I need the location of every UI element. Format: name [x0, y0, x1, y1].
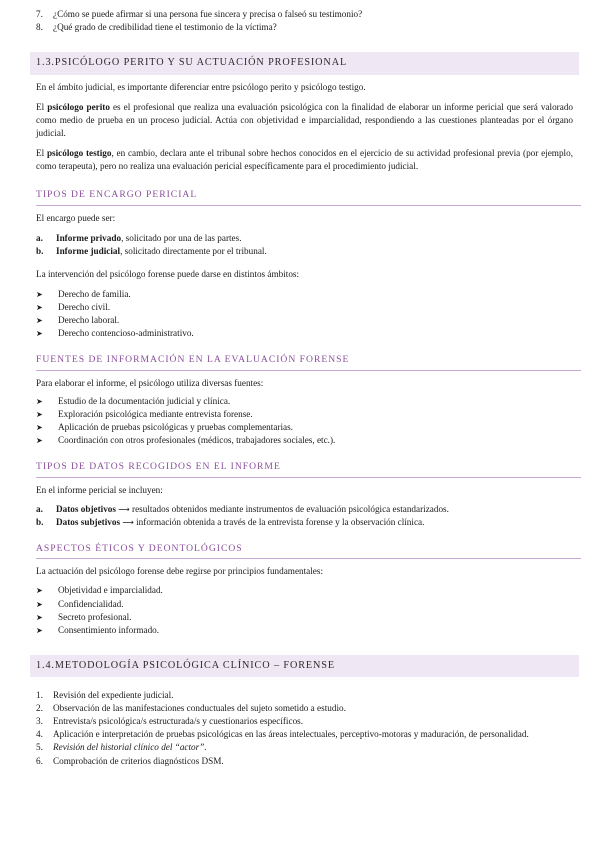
paragraph — [36, 147, 573, 173]
arrow-bullet-icon: ➤ — [36, 396, 43, 406]
list-text — [56, 503, 449, 516]
list-item — [36, 8, 573, 21]
bold-term: psicólogo perito — [47, 101, 110, 112]
list-letter: b. — [36, 516, 44, 527]
list-number: 2. — [36, 703, 43, 714]
list-text: Derecho contencioso-administrativo. — [58, 328, 194, 339]
list-item — [36, 21, 573, 34]
right-arrow-icon: ⟶ — [122, 517, 134, 527]
paragraph: La actuación del psicólogo forense debe regirse por principios fundamentales: — [36, 566, 324, 577]
list-text: Confidencialidad. — [58, 598, 124, 609]
arrow-bullet-icon: ➤ — [36, 422, 43, 432]
list-number: 6. — [36, 755, 43, 766]
right-arrow-icon: ⟶ — [118, 504, 130, 514]
arrow-bullet-icon: ➤ — [36, 409, 43, 419]
subheading-tipos-encargo: TIPOS DE ENCARGO PERICIAL — [36, 185, 581, 206]
list-item — [36, 232, 573, 245]
list-text: Objetividad e imparcialidad. — [58, 585, 163, 596]
list-item — [36, 715, 573, 728]
list-item — [36, 408, 573, 421]
list-text: Estudio de la documentación judicial y clínica. — [58, 395, 231, 406]
arrow-bullet-icon: ➤ — [36, 289, 43, 299]
paragraph: Para elaborar el informe, el psicólogo utiliza diversas fuentes: — [36, 377, 264, 388]
text-run: , solicitado por una de las partes. — [121, 232, 242, 243]
list-item — [36, 301, 573, 314]
arrow-bullet-icon: ➤ — [36, 612, 43, 622]
list-item — [36, 755, 573, 768]
list-item — [36, 584, 573, 597]
list-text: Aplicación e interpretación de pruebas psicológicas en las áreas intelectuales, perceptivo-motoras y maduración, de personalidad. — [53, 729, 529, 740]
paragraph: El encargo puede ser: — [36, 212, 116, 223]
paragraph: En el informe pericial se incluyen: — [36, 484, 163, 495]
list-text: Derecho laboral. — [58, 314, 120, 325]
arrow-bullet-icon: ➤ — [36, 625, 43, 635]
text-run: El — [36, 147, 47, 158]
list-number: 4. — [36, 729, 43, 740]
list-item — [36, 434, 573, 447]
list-text: Observación de las manifestaciones conductuales del sujeto sometido a estudio. — [53, 703, 346, 714]
list-item — [36, 728, 573, 741]
text-run: , solicitado directamente por el tribunal. — [120, 245, 267, 256]
list-text: Derecho de familia. — [58, 288, 131, 299]
list-text: ¿Cómo se puede afirmar si una persona fue sincera y precisa o falseó su testimonio? — [53, 9, 363, 19]
list-text: Derecho civil. — [58, 301, 111, 312]
bold-term: Datos objetivos — [56, 503, 116, 514]
paragraph: La intervención del psicólogo forense puede darse en distintos ámbitos: — [36, 268, 300, 279]
arrow-bullet-icon: ➤ — [36, 315, 43, 325]
list-text: ¿Qué grado de credibilidad tiene el testimonio de la víctima? — [53, 22, 277, 33]
list-text — [56, 232, 242, 245]
bold-term: Datos subjetivos — [56, 516, 121, 527]
lettered-list — [36, 232, 573, 258]
subheading-aspectos-eticos: ASPECTOS ÉTICOS Y DEONTOLÓGICOS — [36, 539, 581, 560]
list-text: Revisión del historial clínico del “actor”. — [53, 742, 207, 753]
list-text: Entrevista/s psicológica/s estructurada/s y cuestionarios específicos. — [53, 716, 304, 727]
subheading-fuentes: FUENTES DE INFORMACIÓN EN LA EVALUACIÓN FORENSE — [36, 350, 581, 371]
methodology-list — [36, 689, 573, 767]
list-item — [36, 611, 573, 624]
list-item — [36, 503, 573, 516]
list-number: 3. — [36, 716, 43, 727]
lettered-list-datos — [36, 503, 573, 529]
list-item — [36, 395, 573, 408]
bold-term: Informe judicial — [56, 245, 121, 256]
list-item — [36, 741, 573, 754]
list-number: 8. — [36, 22, 43, 33]
bullet-list-aspectos — [36, 584, 573, 636]
bold-term: psicólogo testigo — [46, 147, 112, 158]
text-run: resultados obtenidos mediante instrumentos de evaluación psicológica estandarizados. — [129, 503, 449, 514]
arrow-bullet-icon: ➤ — [36, 302, 43, 312]
list-text: Comprobación de criterios diagnósticos DSM. — [53, 755, 224, 766]
subheading-tipos-datos: TIPOS DE DATOS RECOGIDOS EN EL INFORME — [36, 457, 581, 478]
bullet-list-ambitos — [36, 288, 573, 340]
list-item — [36, 288, 573, 301]
list-item — [36, 421, 573, 434]
list-text: Exploración psicológica mediante entrevista forense. — [58, 408, 253, 419]
list-item — [36, 327, 573, 340]
section-heading-1-3: 1.3.PSICÓLOGO PERITO Y SU ACTUACIÓN PROFESIONAL — [30, 52, 579, 74]
list-item — [36, 314, 573, 327]
list-number: 5. — [36, 742, 43, 753]
arrow-bullet-icon: ➤ — [36, 435, 43, 445]
bullet-list-fuentes — [36, 395, 573, 447]
list-item — [36, 689, 573, 702]
arrow-bullet-icon: ➤ — [36, 599, 43, 609]
list-item — [36, 245, 573, 258]
list-item — [36, 516, 573, 529]
list-text — [56, 516, 424, 529]
list-text: Aplicación de pruebas psicológicas y pruebas complementarias. — [58, 421, 293, 432]
text-run: El — [36, 101, 48, 112]
list-text: Coordinación con otros profesionales (médicos, trabajadores sociales, etc.). — [58, 434, 336, 445]
text-run: información obtenida a través de la entrevista forense y la observación clínica. — [133, 516, 425, 527]
paragraph: En el ámbito judicial, es importante diferenciar entre psicólogo perito y psicólogo testigo. — [36, 81, 366, 92]
arrow-bullet-icon: ➤ — [36, 329, 43, 339]
list-text — [56, 245, 267, 258]
bold-term: Informe privado — [56, 232, 122, 243]
list-number: 7. — [36, 9, 43, 19]
list-text: Revisión del expediente judicial. — [53, 690, 174, 701]
list-text: Secreto profesional. — [58, 611, 132, 622]
list-letter: a. — [36, 232, 43, 243]
text-run: es el profesional que realiza una evaluación psicológica con la finalidad de elaborar un informe pericial que será valorado como medio de prueba en un proceso judicial. Actúa con objetividad e imparcialidad, respondiendo a las cuestiones planteadas por el órgano judicial. — [36, 101, 574, 138]
text-run: , en cambio, declara ante el tribunal sobre hechos conocidos en el ejercicio de su actividad profesional previa (por ejemplo, como terapeuta), pero no realiza una evaluación pericial específicamente para el procedimiento judicial. — [36, 147, 573, 171]
list-item — [36, 702, 573, 715]
top-question-list — [36, 8, 573, 34]
list-letter: a. — [36, 503, 43, 514]
section-heading-1-4: 1.4.METODOLOGÍA PSICOLÓGICA CLÍNICO – FORENSE — [30, 655, 579, 677]
list-text: Consentimiento informado. — [58, 624, 160, 635]
list-number: 1. — [36, 690, 43, 701]
list-item — [36, 624, 573, 637]
list-letter: b. — [36, 245, 44, 256]
document-page — [36, 8, 573, 768]
paragraph — [36, 101, 573, 140]
arrow-bullet-icon: ➤ — [36, 586, 43, 596]
list-item — [36, 598, 573, 611]
